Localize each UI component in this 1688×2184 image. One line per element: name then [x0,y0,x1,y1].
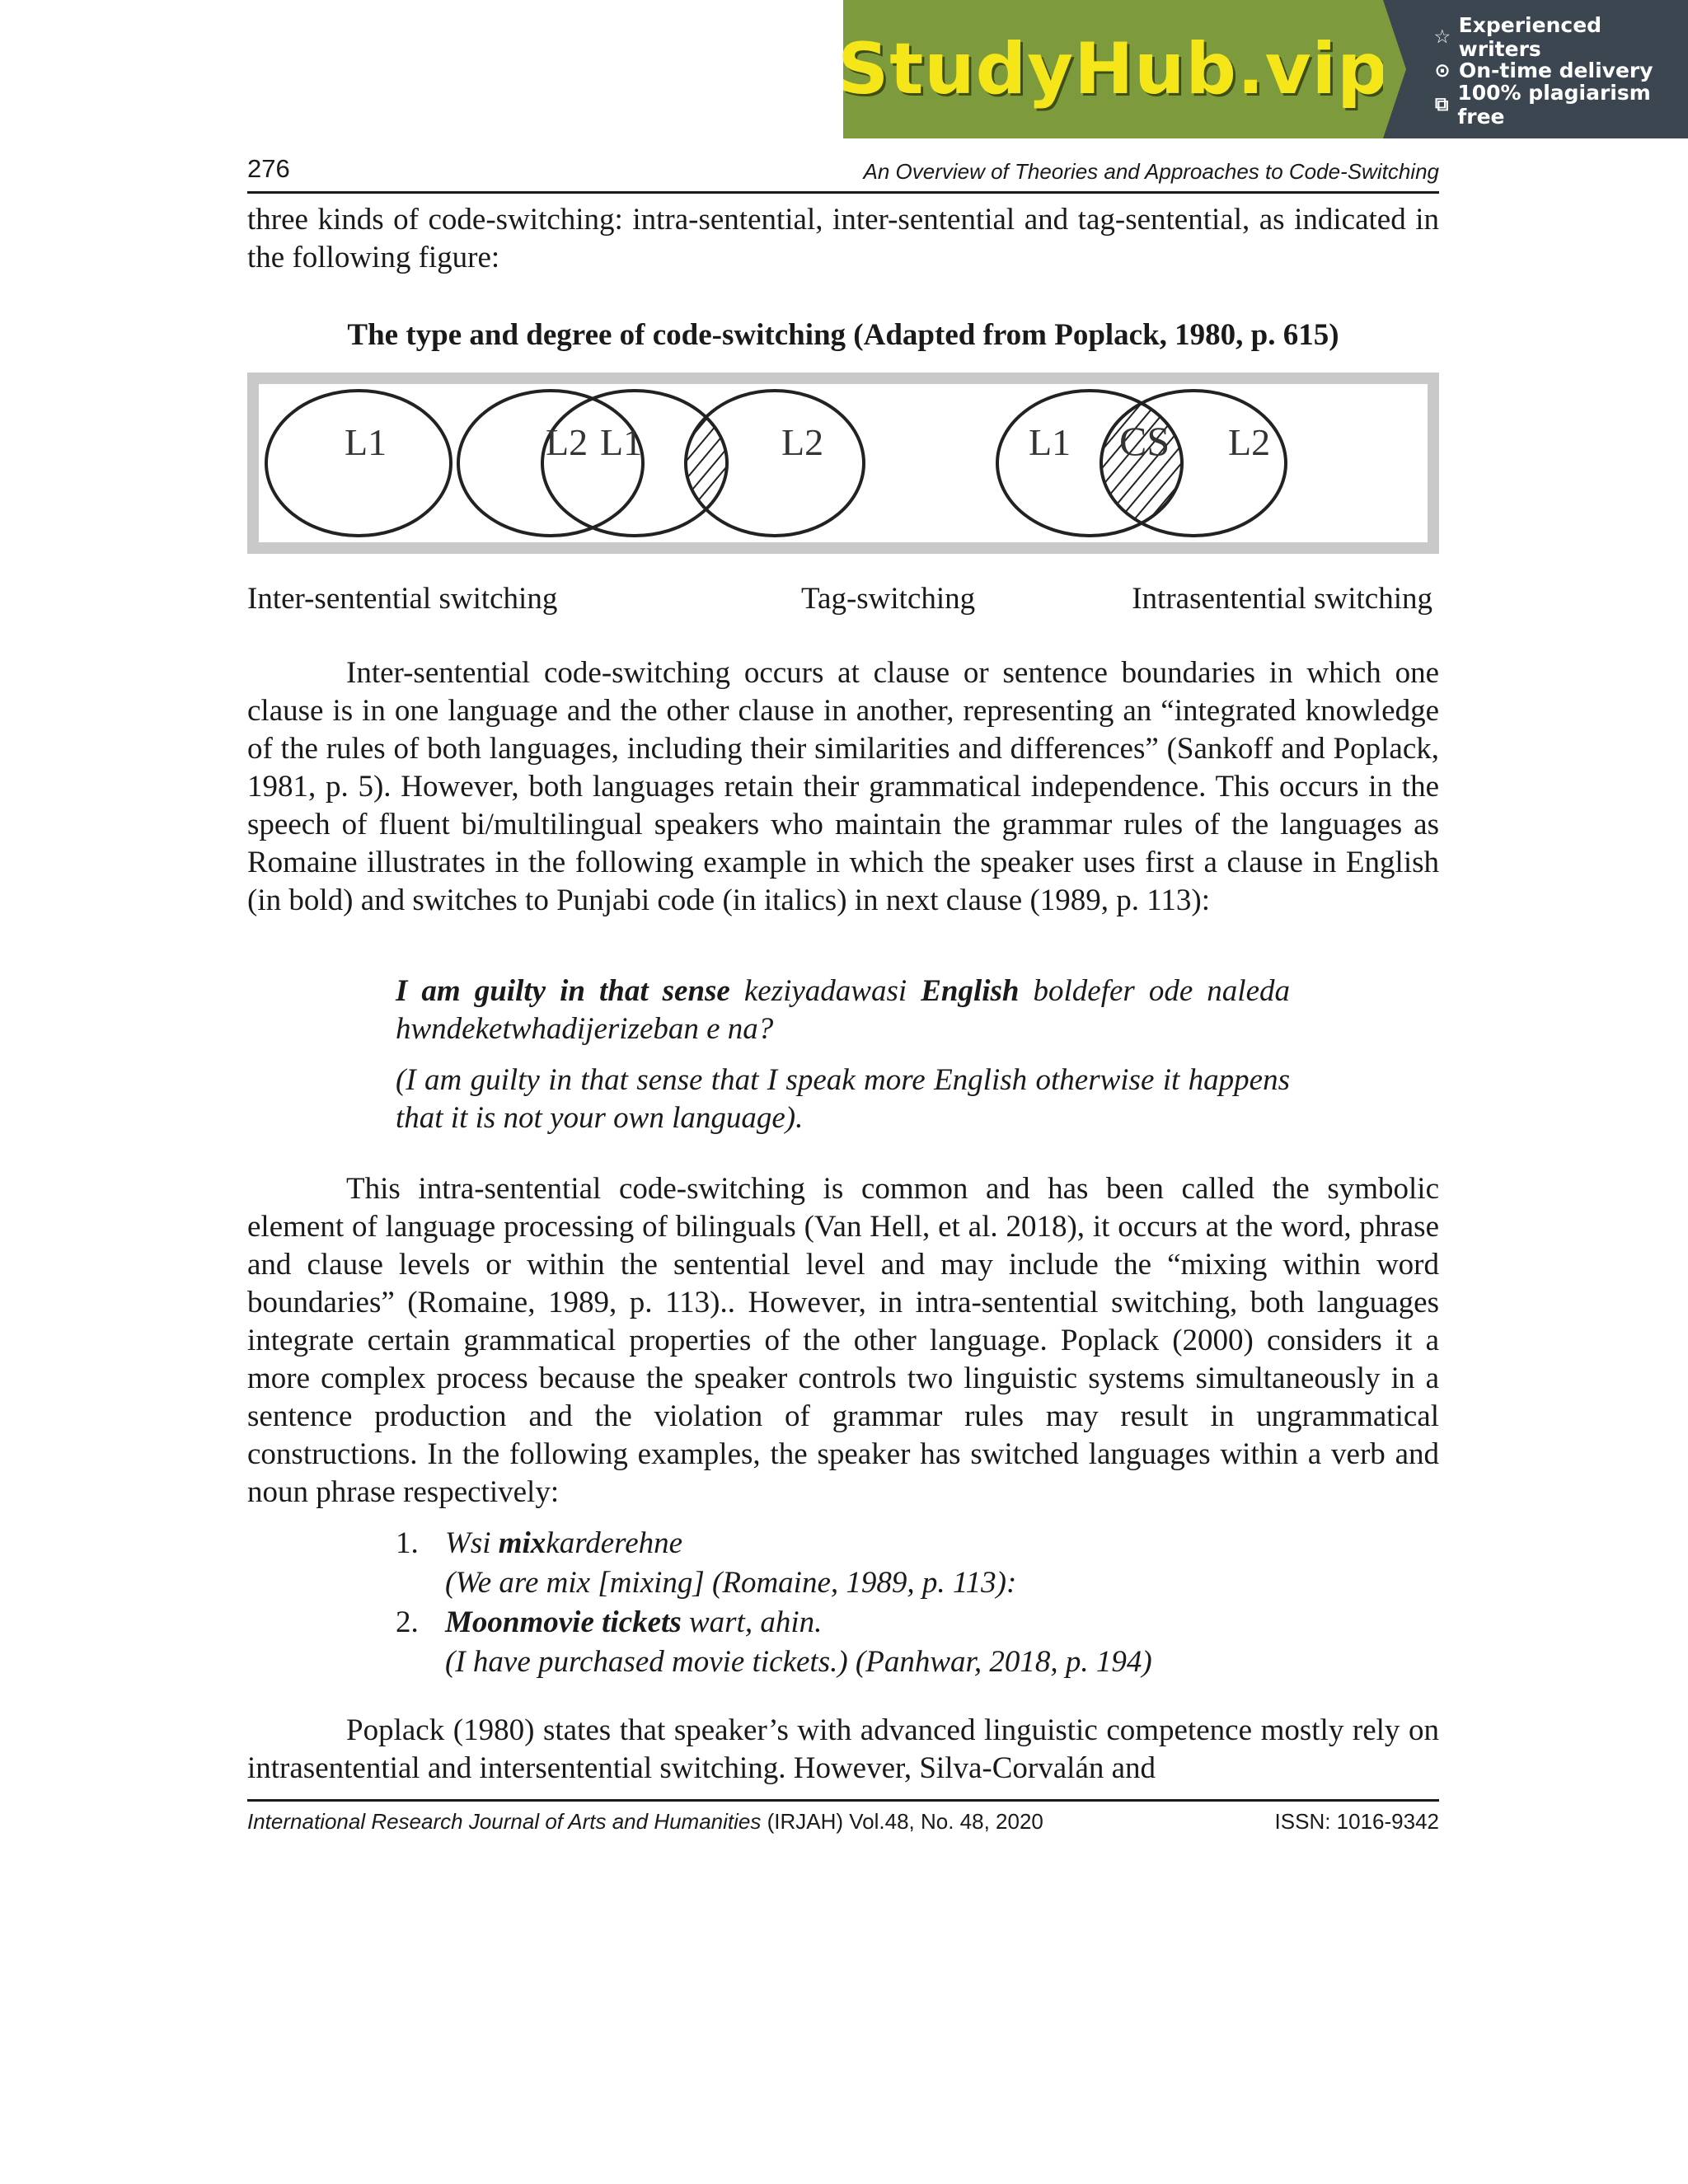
venn-c-label-1: L1 [1029,421,1071,463]
star-outline-icon: ☆ [1433,26,1451,48]
list-translation: (I have purchased movie tickets.) (Panhwar, 2018, p. 194) [445,1645,1152,1679]
banner-features [1383,0,1688,138]
caption-intrasentential: Intrasentential switching [1132,582,1432,616]
intra-sentential-paragraph: This intra-sentential code-switching is common and has been called the symbolic element of language processing of bilinguals (Van Hell, et al. 2018), it occurs at the word, phrase and clause levels or within the sentential level and may include the “mixing within word boundaries” (Romaine, 1989, p. 113).. However, in intra-sentential switching, both languages integrate certain grammatical properties of the other language. Poplack (2000) considers it a more complex process because the speaker controls two linguistic systems simultaneously in a sentence production and the violation of grammar rules may result in ungrammatical constructions. In the following examples, the speaker has switched languages within a verb and noun phrase respectively: [247,1172,1439,1509]
feature-label: On-time delivery [1459,59,1653,82]
list-number: 2. [396,1605,419,1639]
feature-plagiarism-free [1432,80,1688,129]
intro-paragraph: three kinds of code-switching: intra-sentential, inter-sentential and tag-sentential, as indicated in the following figure: [247,203,1439,274]
code-switching-figure [247,373,1439,554]
list-item [396,1603,1385,1682]
feature-label: Experienced writers [1458,12,1602,61]
list-number: 1. [396,1526,419,1560]
example-punjabi-part: keziyadawasi [729,974,921,1008]
example-punjabi-rest: boldefer ode naleda hwndeketwhadijerizeban e na? [396,974,1290,1046]
example-english-word: English [921,974,1020,1008]
list-bold-term: Moonmovie tickets [445,1605,682,1639]
venn-diagrams [247,373,1439,554]
venn-a-circle-1 [266,391,451,536]
venn-b-label-1: L1 [600,421,643,463]
footer-rule [247,1799,1439,1802]
list-example: Moonmovie tickets wart, ahin. [445,1605,823,1639]
list-bold-term: mix [498,1526,546,1560]
poplack-paragraph: Poplack (1980) states that speaker’s with advanced linguistic competence mostly rely on intrasentential and intersentential switching. However, Silva-Corvalán and [247,1713,1439,1785]
example-list [396,1524,1385,1682]
studyhub-banner[interactable] [837,0,1688,138]
footer-volume: (IRJAH) Vol.48, No. 48, 2020 [761,1809,1043,1834]
header-rule [247,191,1439,194]
footer-journal: International Research Journal of Arts and Humanities [247,1809,762,1834]
venn-c-label-2: L2 [1228,421,1271,463]
list-example: Wsi mixkarderehne [445,1526,683,1560]
studyhub-logo-text: StudyHub.vip [837,28,1389,110]
feature-experienced-writers [1432,12,1688,61]
page-number: 276 [247,154,290,183]
feature-label: 100% plagiarism free [1457,80,1651,129]
footer-issn: ISSN: 1016-9342 [1274,1809,1439,1834]
venn-b-label-2: L2 [781,421,824,463]
list-item [396,1524,1385,1603]
running-title: An Overview of Theories and Approaches to Code-Switching [863,159,1439,184]
copy-check-icon: ⧉ [1434,93,1449,115]
page-footer [247,1809,1439,1835]
example-translation: (I am guilty in that sense that I speak more English otherwise it happens that it is not your own language). [396,1063,1290,1135]
inter-sentential-paragraph: Inter-sentential code-switching occurs at clause or sentence boundaries in which one clause is in one language and the other clause in another, representing an “integrated knowledge of the rules of both languages, including their similarities and differences” (Sankoff and Poplack, 1981, p. 5). However, both languages retain their grammatical independence. This occurs in the speech of fluent bi/multilingual speakers who maintain the grammar rules of the languages as Romaine illustrates in the following example in which the speaker uses first a clause in English (in bold) and switches to Punjabi code (in italics) in next clause (1989, p. 113): [247,656,1439,917]
venn-a-label-2: L2 [546,421,588,463]
example-english-part: I am guilty in that sense [396,974,730,1008]
figure-title: The type and degree of code-switching (Adapted from Poplack, 1980, p. 615) [347,318,1339,352]
caption-inter-sentential: Inter-sentential switching [247,582,558,616]
caption-tag-switching: Tag-switching [801,582,976,616]
venn-a-circle-2 [458,391,643,536]
venn-c-label-cs: CS [1119,418,1170,464]
example-punjabi [396,972,1290,1048]
clock-icon: ⊙ [1434,59,1451,82]
list-translation: (We are mix [mixing] (Romaine, 1989, p. 113): [445,1566,1017,1600]
venn-a-label-1: L1 [345,421,387,463]
studyhub-logo[interactable] [837,0,1389,138]
